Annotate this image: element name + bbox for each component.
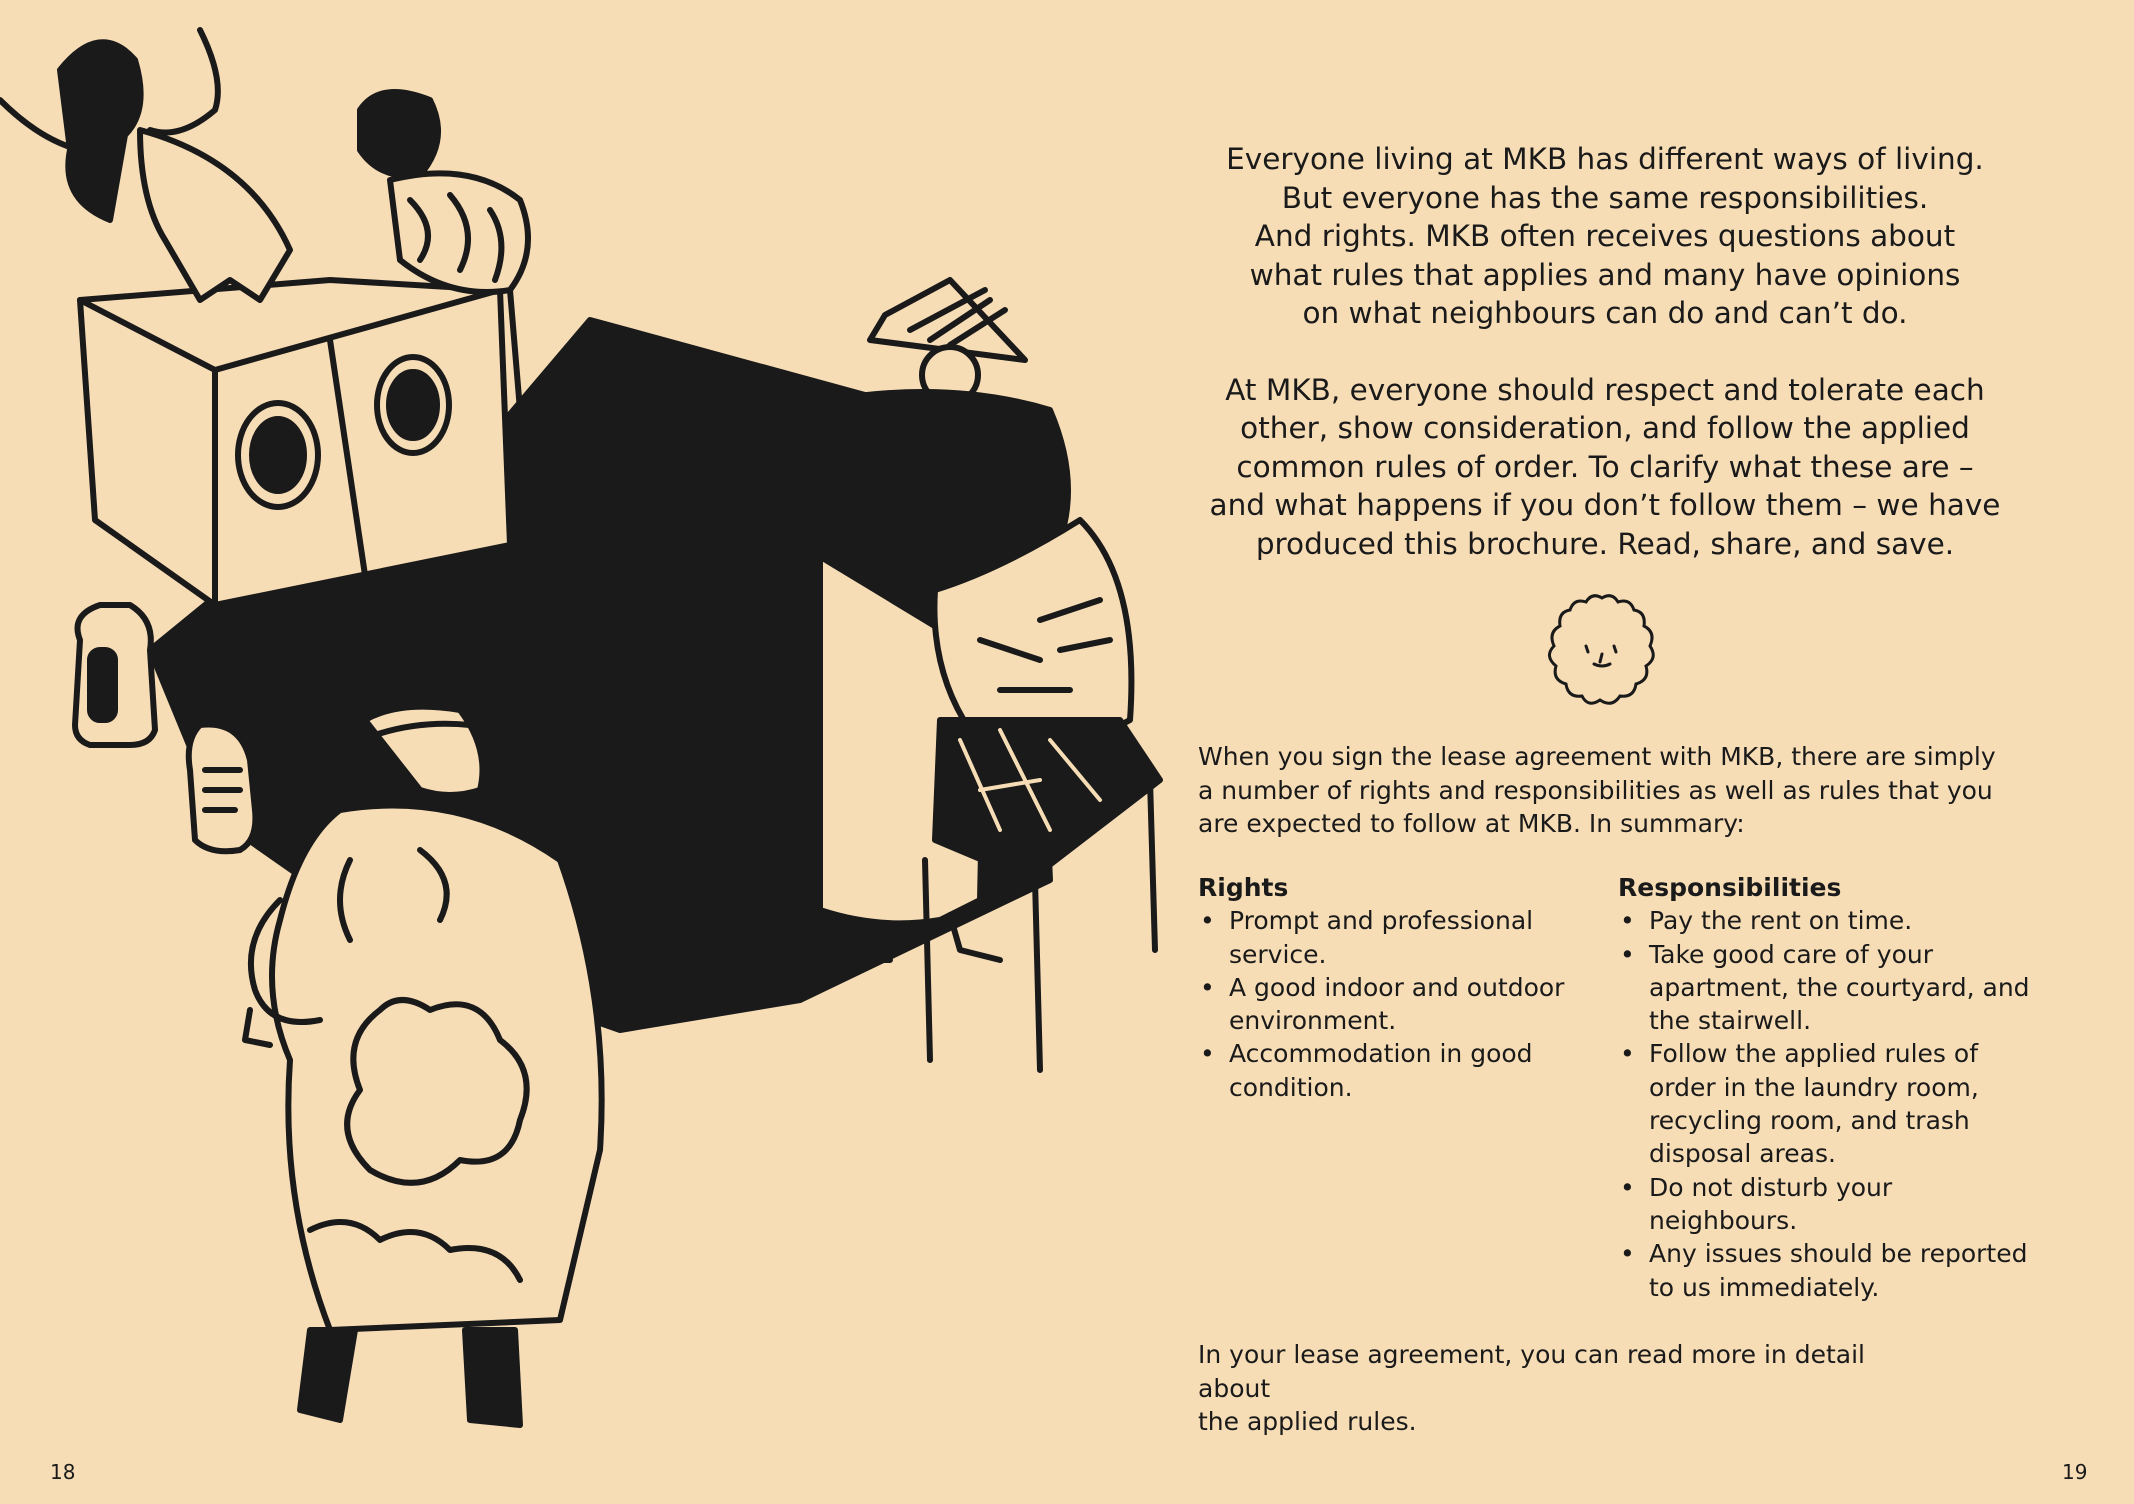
footer-line: the applied rules. <box>1198 1407 1417 1436</box>
list-item: • Prompt and professional service. <box>1198 904 1598 971</box>
summary-line: are expected to follow at MKB. In summary: <box>1198 809 1745 838</box>
list-item: • Accommodation in good condition. <box>1198 1037 1598 1104</box>
footer-text <box>1198 1338 1918 1439</box>
list-item: • A good indoor and outdoor environment. <box>1198 971 1598 1038</box>
intro-paragraph-1 <box>1190 140 2020 333</box>
intro-line: what rules that applies and many have opinions <box>1249 257 1961 292</box>
list-item: • Any issues should be reported to us immediately. <box>1618 1237 2038 1304</box>
intro-line: At MKB, everyone should respect and tolerate each <box>1225 372 1985 407</box>
intro-line: common rules of order. To clarify what these are – <box>1236 449 1974 484</box>
rights-list <box>1198 904 1598 1104</box>
intro-line: on what neighbours can do and can’t do. <box>1302 296 1908 330</box>
intro-line: other, show consideration, and follow the applied <box>1240 411 1970 445</box>
rights-heading: Rights <box>1198 873 1289 902</box>
intro-line: Everyone living at MKB has different ways of living. <box>1226 142 1984 176</box>
page-number-left: 18 <box>50 1460 76 1484</box>
intro-line: produced this brochure. Read, share, and save. <box>1255 526 1955 561</box>
intro-line: and what happens if you don’t follow them – we have <box>1209 488 2001 522</box>
list-item: • Pay the rent on time. <box>1618 904 2038 937</box>
smiling-flower-icon <box>1546 590 1658 712</box>
summary-line: When you sign the lease agreement with MKB, there are simply <box>1198 742 1996 771</box>
responsibilities-column <box>1618 871 2038 1304</box>
footer-line: In your lease agreement, you can read more in detail about <box>1198 1340 1865 1403</box>
list-item: • Do not disturb your neighbours. <box>1618 1171 2038 1238</box>
responsibilities-list <box>1618 904 2038 1304</box>
list-item: • Take good care of your apartment, the courtyard, and the stairwell. <box>1618 938 2038 1038</box>
summary-text <box>1198 740 2018 841</box>
rights-column <box>1198 871 1598 1104</box>
responsibilities-heading: Responsibilities <box>1618 873 1842 902</box>
intro-text <box>1190 140 2020 601</box>
intro-paragraph-2 <box>1190 371 2020 564</box>
summary-line: a number of rights and responsibilities as well as rules that you <box>1198 775 1993 805</box>
page-number-right: 19 <box>2062 1460 2088 1484</box>
intro-line: But everyone has the same responsibilities. <box>1281 180 1929 215</box>
list-item: • Follow the applied rules of order in the laundry room, recycling room, and trash disposal areas. <box>1618 1037 2038 1170</box>
intro-line: And rights. MKB often receives questions about <box>1254 219 1956 253</box>
